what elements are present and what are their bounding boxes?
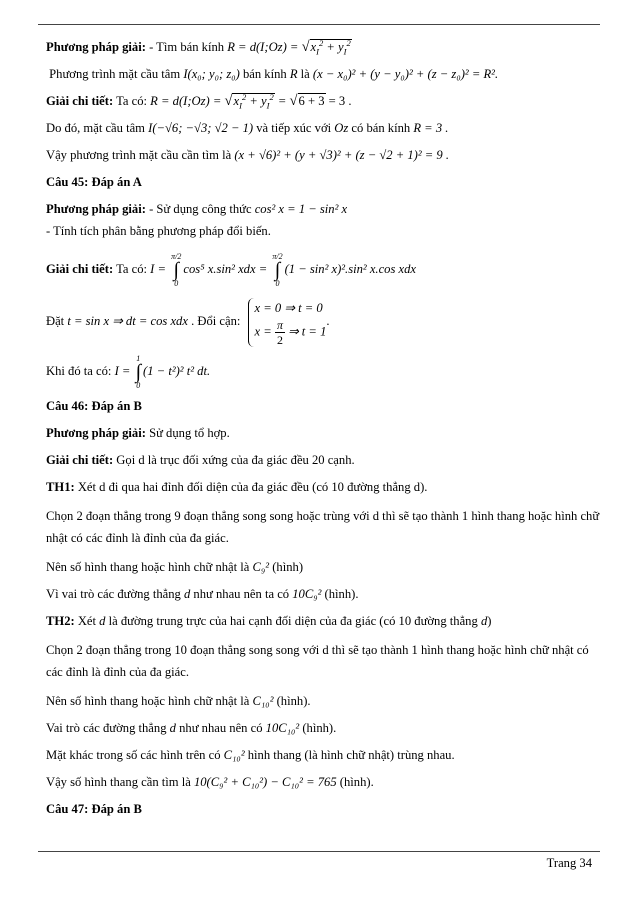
label-method: Phương pháp giải: <box>46 40 146 54</box>
line-case-1-choose: Chọn 2 đoạn thẳng trong 9 đoạn thẳng song song hoặc trùng với d thì sẽ tạo thành 1 hình thang hoặc hình chữ nhật có các đỉnh là đỉnh của đa giác. <box>46 509 600 545</box>
line-q45-result: Khi đó ta có: I = 1 ∫ 0 (1 − t²)² t² dt. <box>46 354 211 391</box>
line-final-answer: Vậy số hình thang cần tìm là 10(C₉² + C₁₀²) − C₁₀² = 765 (hình). <box>46 775 374 789</box>
page-content <box>46 38 601 827</box>
integral-sign-3: 1 ∫ 0 <box>135 354 142 391</box>
header-rule <box>38 24 600 25</box>
line-case-2-total: Vai trò các đường thẳng d như nhau nên có 10C₁₀² (hình). <box>46 721 337 735</box>
line-sphere-center: Do đó, mặt cầu tâm I(−√6; −√3; √2 − 1) và tiếp xúc với Oz có bán kính R = 3 . <box>46 121 449 135</box>
label-detail: Giải chi tiết: <box>46 94 114 108</box>
line-q45-integral: Giải chi tiết: Ta có: I = π/2 ∫ 0 cos⁵ x.sin² xdx = π/2 ∫ 0 (1 − sin² x)².sin² x.cos xdx <box>46 252 416 289</box>
line-q45-substitution: Đặt t = sin x ⇒ dt = cos xdx . Đổi cận: x = 0 ⇒ t = 0 x = $\frac{\pi}{2}$ ⇒ t = 1 . <box>46 295 601 347</box>
sqrt-expr: $√x_I^2 + y_I^2$ <box>301 37 351 57</box>
line-overlap: Mặt khác trong số các hình trên có C₁₀² hình thang (là hình chữ nhật) trùng nhau. <box>46 748 455 762</box>
line-case-1: TH1: Xét d đi qua hai đỉnh đối diện của đa giác đều (có 10 đường thẳng d). <box>46 480 428 494</box>
line-q45-method-2: - Tính tích phân bằng phương pháp đổi biến. <box>46 224 271 238</box>
integral-sign-2: π/2 ∫ 0 <box>272 252 283 289</box>
heading-question-46: Câu 46: Đáp án B <box>46 399 142 413</box>
line-case-2-count: Nên số hình thang hoặc hình chữ nhật là C₁₀² (hình). <box>46 694 311 708</box>
line-method-radius: Phương pháp giải: - Tìm bán kính R = d(I;Oz) = $√x_I^2 + y_I^2$ <box>46 37 351 57</box>
line-q46-detail: Giải chi tiết: Gọi d là trục đối xứng của đa giác đều 20 cạnh. <box>46 453 355 467</box>
line-case-2-choose: Chọn 2 đoạn thẳng trong 10 đoạn thẳng song song với d thì sẽ tạo thành 1 hình thang hoặc hình chữ nhật có các đỉnh là đỉnh của đa giác. <box>46 643 589 679</box>
page-number: Trang 34 <box>546 856 592 870</box>
line-sphere-equation: Phương trình mặt cầu tâm I(x₀; y₀; z₀) bán kính R là (x − x₀)² + (y − y₀)² + (z − z₀)² = R². <box>49 67 499 81</box>
bounds-system: x = 0 ⇒ t = 0 x = $\frac{\pi}{2}$ ⇒ t = 1 <box>248 298 327 347</box>
line-case-1-count: Nên số hình thang hoặc hình chữ nhật là C₉² (hình) <box>46 560 304 574</box>
line-detail-radius: Giải chi tiết: Ta có: R = d(I;Oz) = $√x_I^2 + y_I^2 = √6 + 3 = 3$ . <box>46 91 352 111</box>
line-sphere-result: Vậy phương trình mặt cầu cần tìm là (x + √6)² + (y + √3)² + (z − √2 + 1)² = 9 . <box>46 148 450 162</box>
line-case-2: TH2: Xét d là đường trung trực của hai cạnh đối diện của đa giác (có 10 đường thẳng d) <box>46 614 492 628</box>
footer-rule <box>38 851 600 852</box>
heading-question-45: Câu 45: Đáp án A <box>46 175 142 189</box>
heading-question-47: Câu 47: Đáp án B <box>46 802 142 816</box>
line-case-1-total: Vì vai trò các đường thẳng d như nhau nên ta có 10C₉² (hình). <box>46 587 359 601</box>
line-q45-method: Phương pháp giải: - Sử dụng công thức cos² x = 1 − sin² x <box>46 202 348 216</box>
line-q46-method: Phương pháp giải: Sử dụng tổ hợp. <box>46 426 230 440</box>
integral-sign: π/2 ∫ 0 <box>171 252 182 289</box>
